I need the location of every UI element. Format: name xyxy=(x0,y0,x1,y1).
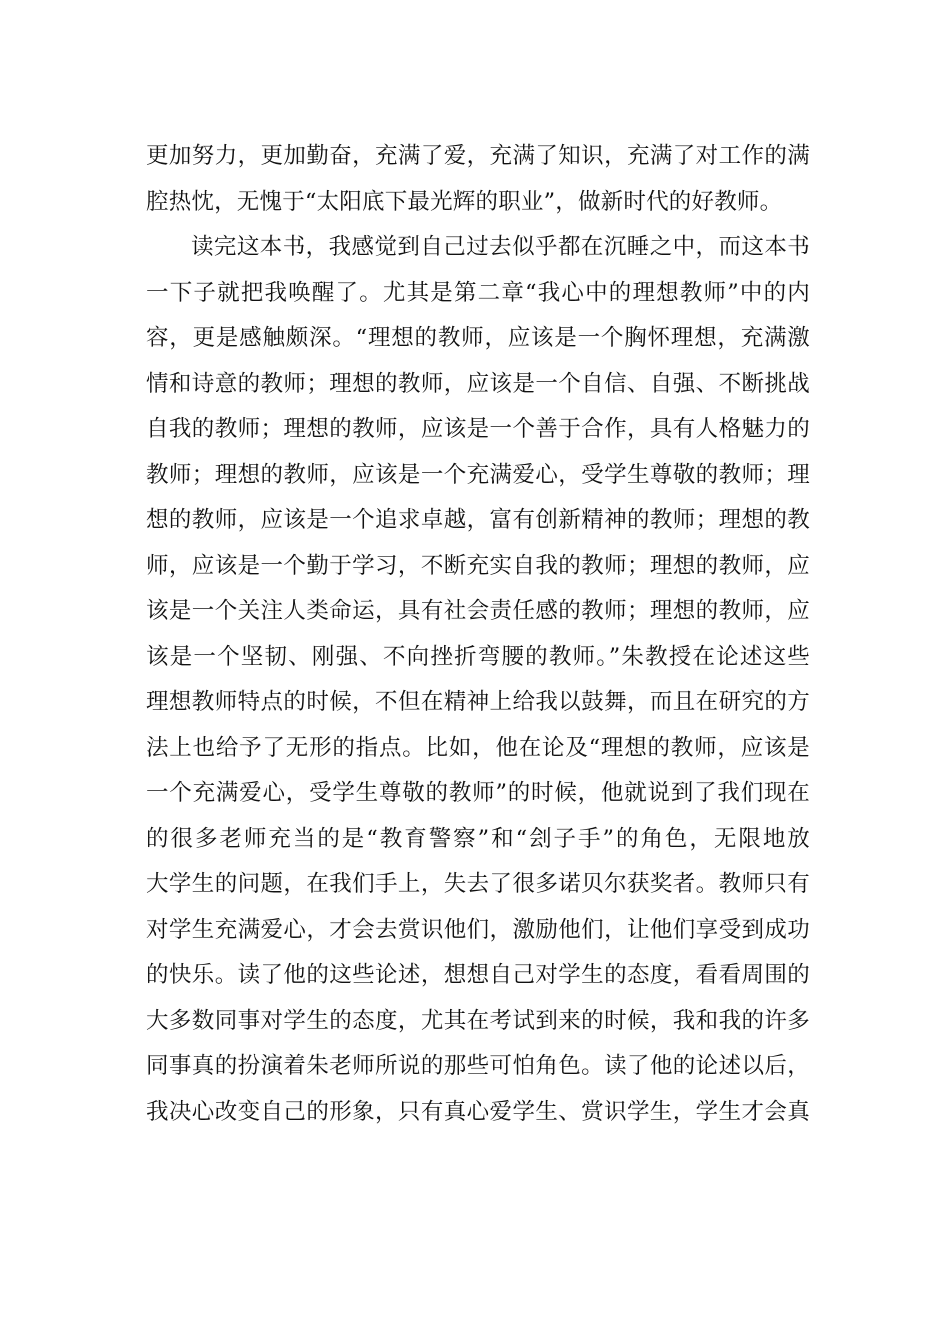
text-line: 该是一个坚韧、刚强、不向挫折弯腰的教师。”朱教授在论述这些 xyxy=(146,643,810,670)
text-line: 大多数同事对学生的态度，尤其在考试到来的时候，我和我的许多 xyxy=(146,1007,810,1034)
text-line: 师，应该是一个勤于学习，不断充实自我的教师；理想的教师，应 xyxy=(146,552,810,579)
text-line: 对学生充满爱心，才会去赏识他们，激励他们，让他们享受到成功 xyxy=(146,916,810,943)
text-line: 理想教师特点的时候，不但在精神上给我以鼓舞，而且在研究的方 xyxy=(146,689,810,715)
text-line: 的很多老师充当的是“教育警察”和“刽子手”的角色，无限地放 xyxy=(146,825,810,852)
text-line: 法上也给予了无形的指点。比如，他在论及“理想的教师，应该是 xyxy=(146,734,810,761)
text-line: 更加努力，更加勤奋，充满了爱，充满了知识，充满了对工作的满 xyxy=(146,143,810,169)
text-line: 一下子就把我唤醒了。尤其是第二章“我心中的理想教师”中的内 xyxy=(146,279,810,306)
text-line: 我决心改变自己的形象，只有真心爱学生、赏识学生，学生才会真 xyxy=(146,1098,810,1125)
text-line: 大学生的问题，在我们手上，失去了很多诺贝尔获奖者。教师只有 xyxy=(146,871,810,897)
text-line: 腔热忱，无愧于“太阳底下最光辉的职业”，做新时代的好教师。 xyxy=(146,188,783,215)
text-line: 一个充满爱心，受学生尊敬的教师”的时候，他就说到了我们现在 xyxy=(146,780,810,806)
text-line: 情和诗意的教师；理想的教师，应该是一个自信、自强、不断挑战 xyxy=(146,370,810,397)
text-line: 同事真的扮演着朱老师所说的那些可怕角色。读了他的论述以后， xyxy=(146,1053,810,1079)
text-line: 容，更是感触颇深。“理想的教师，应该是一个胸怀理想，充满激 xyxy=(146,325,810,351)
text-line: 想的教师，应该是一个追求卓越，富有创新精神的教师；理想的教 xyxy=(146,507,810,533)
text-line: 该是一个关注人类命运，具有社会责任感的教师；理想的教师，应 xyxy=(146,598,810,624)
paragraph-first-line: 读完这本书，我感觉到自己过去似乎都在沉睡之中，而这本书 xyxy=(191,234,810,260)
text-line: 的快乐。读了他的这些论述，想想自己对学生的态度，看看周围的 xyxy=(146,962,810,988)
text-line: 自我的教师；理想的教师，应该是一个善于合作，具有人格魅力的 xyxy=(146,416,810,442)
body-text xyxy=(146,134,810,1135)
text-line: 教师；理想的教师，应该是一个充满爱心，受学生尊敬的教师；理 xyxy=(146,461,810,488)
